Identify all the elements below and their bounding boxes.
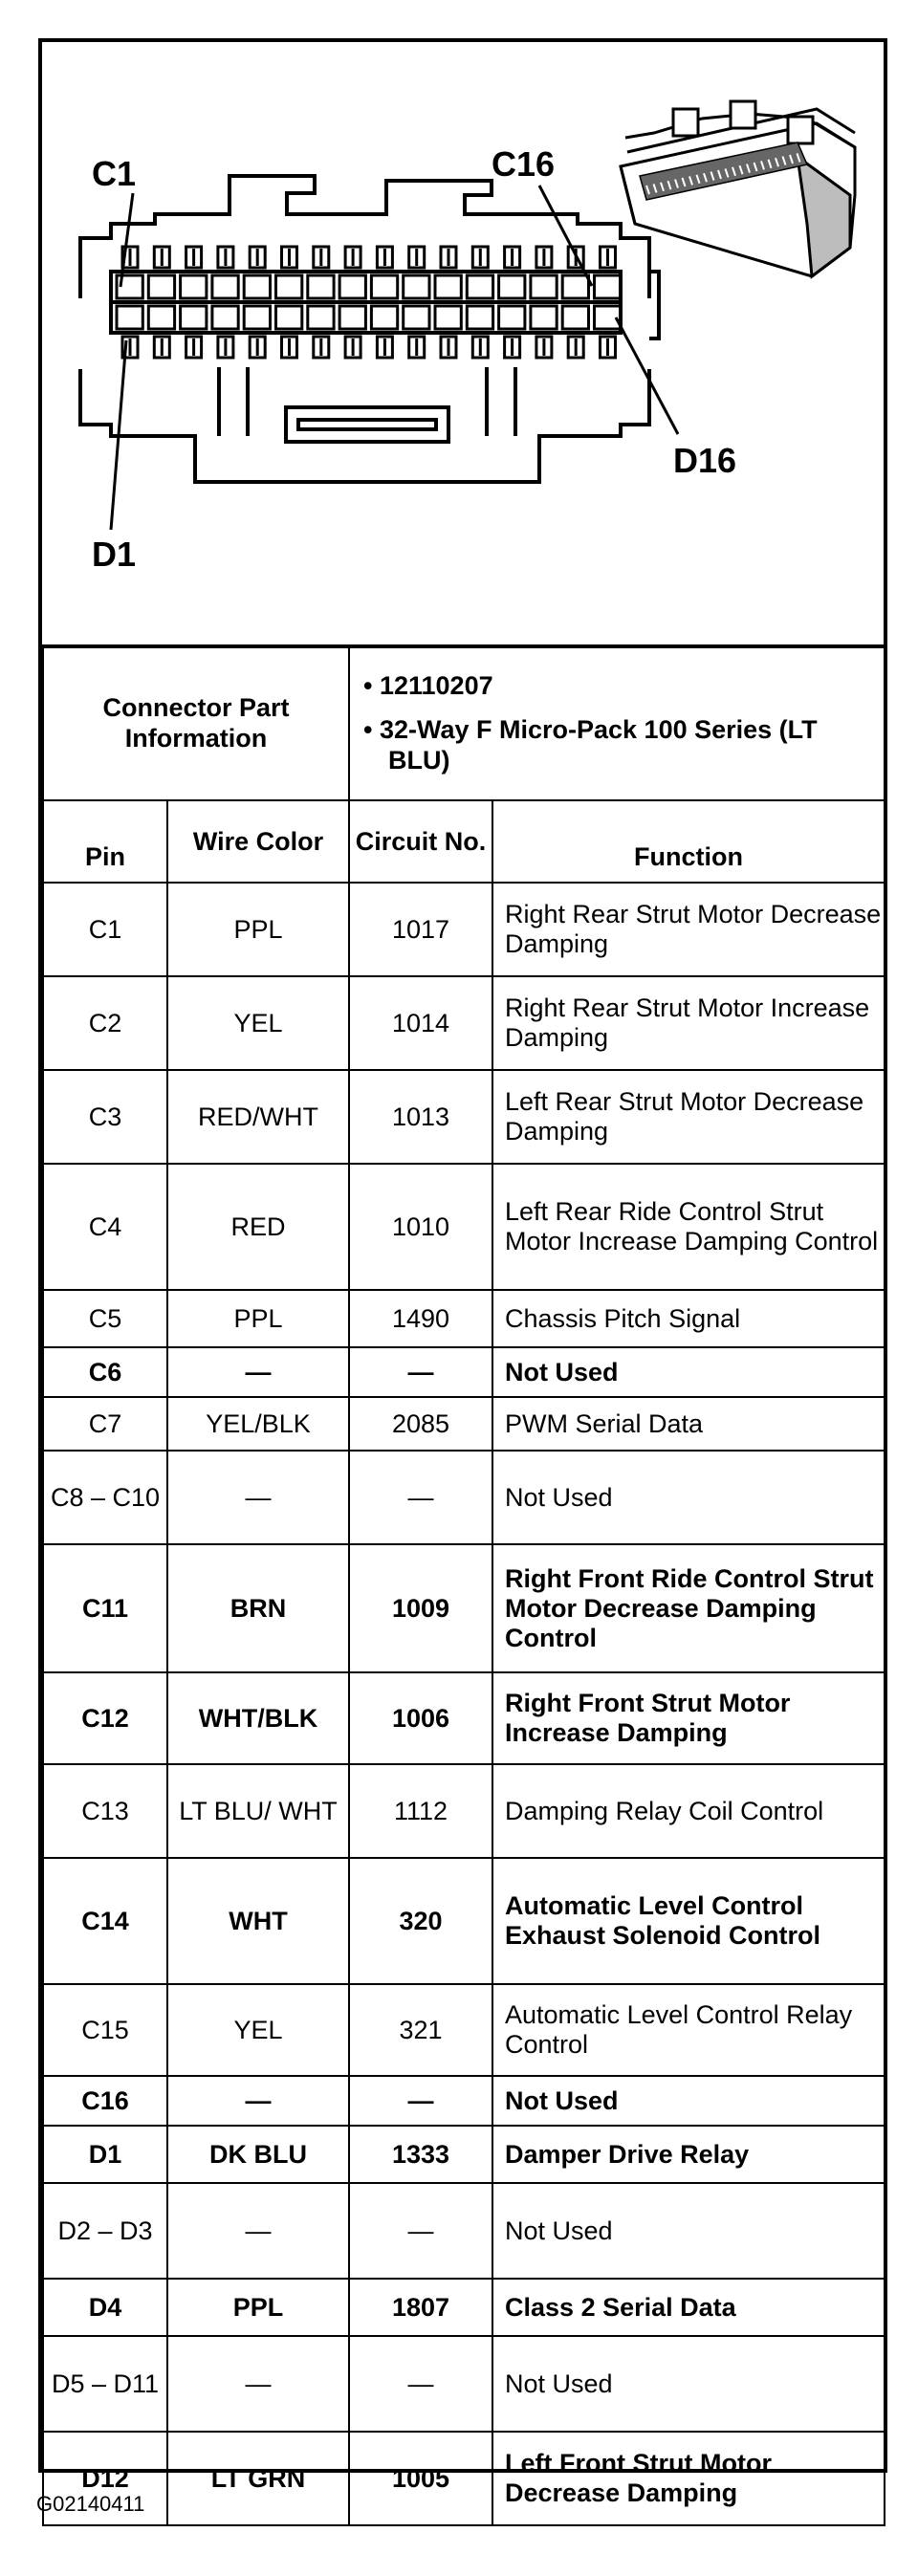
- table-row: [43, 883, 885, 976]
- pin-cell: C16: [43, 2076, 167, 2126]
- pin-cavity-c: [276, 275, 302, 298]
- pin-cell: C3: [43, 1070, 167, 1164]
- table-row: [43, 1764, 885, 1858]
- circuit-number-cell: —: [349, 1451, 492, 1544]
- wire-color-cell: LT GRN: [167, 2432, 349, 2525]
- circuit-number-cell: —: [349, 2336, 492, 2432]
- pin-cavity-d: [148, 306, 174, 329]
- wire-color-cell: YEL/BLK: [167, 1397, 349, 1451]
- function-cell: Left Rear Strut Motor Decrease Damping: [492, 1070, 885, 1164]
- wire-color-cell: —: [167, 2183, 349, 2279]
- function-cell: Not Used: [492, 2336, 885, 2432]
- wire-color-cell: PPL: [167, 2279, 349, 2336]
- function-cell: Chassis Pitch Signal: [492, 1290, 885, 1347]
- wire-color-cell: WHT: [167, 1858, 349, 1984]
- table-row: [43, 1984, 885, 2076]
- part-info-label: Connector Part Information: [43, 645, 349, 800]
- leader-d16: [616, 317, 678, 434]
- connector-drawing: [42, 42, 884, 644]
- pin-cell: C14: [43, 1858, 167, 1984]
- function-cell: Right Front Strut Motor Increase Damping: [492, 1672, 885, 1764]
- function-cell: Left Rear Ride Control Strut Motor Increase Damping Control: [492, 1164, 885, 1290]
- part-info-values: [349, 645, 885, 800]
- pin-cavity-c: [244, 275, 270, 298]
- circuit-number-cell: 1013: [349, 1070, 492, 1164]
- pin-cell: C2: [43, 976, 167, 1070]
- connector-type: • 32-Way F Micro-Pack 100 Series (LT BLU): [363, 715, 818, 775]
- pin-cavity-c: [308, 275, 334, 298]
- table-row: [43, 2336, 885, 2432]
- function-cell: Not Used: [492, 2183, 885, 2279]
- function-cell: Not Used: [492, 2076, 885, 2126]
- function-cell: Damper Drive Relay: [492, 2126, 885, 2183]
- pin-cell: D5 – D11: [43, 2336, 167, 2432]
- circuit-number-cell: 1005: [349, 2432, 492, 2525]
- pin-cavity-c: [371, 275, 397, 298]
- function-cell: Left Front Strut Motor Decrease Damping: [492, 2432, 885, 2525]
- pin-cavity-c: [531, 275, 557, 298]
- pin-cell: C8 – C10: [43, 1451, 167, 1544]
- pin-label-d16: D16: [673, 441, 737, 480]
- table-row: [43, 1451, 885, 1544]
- circuit-number-cell: 320: [349, 1858, 492, 1984]
- circuit-number-cell: 1112: [349, 1764, 492, 1858]
- pin-cavity-d: [435, 306, 461, 329]
- wire-color-cell: BRN: [167, 1544, 349, 1672]
- pin-cavity-d: [371, 306, 397, 329]
- part-number: • 12110207: [363, 671, 493, 700]
- wire-color-cell: RED: [167, 1164, 349, 1290]
- wire-color-cell: YEL: [167, 1984, 349, 2076]
- circuit-number-cell: 1014: [349, 976, 492, 1070]
- pin-cavity-c: [467, 275, 492, 298]
- wire-color-cell: —: [167, 2336, 349, 2432]
- pin-cavity-d: [212, 306, 238, 329]
- pin-cavity-d: [404, 306, 429, 329]
- circuit-number-cell: —: [349, 1347, 492, 1397]
- circuit-number-cell: 1807: [349, 2279, 492, 2336]
- part-info-row: [43, 645, 885, 800]
- table-row: [43, 2432, 885, 2525]
- pin-cavity-d: [467, 306, 492, 329]
- pin-cell: D1: [43, 2126, 167, 2183]
- pin-cell: C4: [43, 1164, 167, 1290]
- pin-cavity-c: [595, 275, 621, 298]
- pin-cavity-d: [531, 306, 557, 329]
- circuit-number-cell: 1006: [349, 1672, 492, 1764]
- pin-cell: C7: [43, 1397, 167, 1451]
- wire-color-cell: PPL: [167, 1290, 349, 1347]
- wire-color-cell: —: [167, 1451, 349, 1544]
- circuit-number-cell: —: [349, 2183, 492, 2279]
- wire-color-cell: YEL: [167, 976, 349, 1070]
- function-cell: Automatic Level Control Exhaust Solenoid Control: [492, 1858, 885, 1984]
- pinout-table: [42, 644, 885, 2526]
- pin-cell: C5: [43, 1290, 167, 1347]
- circuit-number-cell: —: [349, 2076, 492, 2126]
- wire-color-cell: WHT/BLK: [167, 1672, 349, 1764]
- function-cell: Right Rear Strut Motor Decrease Damping: [492, 883, 885, 976]
- table-row: [43, 2183, 885, 2279]
- pin-cavity-d: [244, 306, 270, 329]
- pin-cell: C15: [43, 1984, 167, 2076]
- circuit-number-cell: 1010: [349, 1164, 492, 1290]
- function-cell: Automatic Level Control Relay Control: [492, 1984, 885, 2076]
- circuit-number-cell: 2085: [349, 1397, 492, 1451]
- wire-color-cell: RED/WHT: [167, 1070, 349, 1164]
- wire-color-cell: —: [167, 2076, 349, 2126]
- wire-color-cell: LT BLU/ WHT: [167, 1764, 349, 1858]
- pin-cavity-c: [212, 275, 238, 298]
- pin-cavity-c: [499, 275, 525, 298]
- pin-cell: C1: [43, 883, 167, 976]
- wire-color-cell: —: [167, 1347, 349, 1397]
- pin-cavity-c: [562, 275, 588, 298]
- table-row: [43, 1070, 885, 1164]
- circuit-number-cell: 1009: [349, 1544, 492, 1672]
- function-cell: Right Front Ride Control Strut Motor Decrease Damping Control: [492, 1544, 885, 1672]
- header-function: Function: [492, 800, 885, 883]
- pin-cell: C11: [43, 1544, 167, 1672]
- pin-cavity-d: [562, 306, 588, 329]
- pin-cell: C12: [43, 1672, 167, 1764]
- pin-label-d1: D1: [92, 535, 137, 574]
- table-row: [43, 1858, 885, 1984]
- table-row: [43, 1290, 885, 1347]
- circuit-number-cell: 1333: [349, 2126, 492, 2183]
- pin-cavity-c: [339, 275, 365, 298]
- pin-cavity-d: [339, 306, 365, 329]
- figure-caption: G02140411: [36, 2492, 145, 2516]
- connector-face-diagram: [42, 42, 884, 648]
- pin-cavity-d: [117, 306, 142, 329]
- pin-cavity-d: [181, 306, 207, 329]
- pin-cell: D12: [43, 2432, 167, 2525]
- pin-cavity-c: [404, 275, 429, 298]
- table-row: [43, 2076, 885, 2126]
- pin-cell: C13: [43, 1764, 167, 1858]
- function-cell: Class 2 Serial Data: [492, 2279, 885, 2336]
- pin-cell: D2 – D3: [43, 2183, 167, 2279]
- pin-cavity-d: [276, 306, 302, 329]
- pin-cavity-c: [435, 275, 461, 298]
- wire-color-cell: PPL: [167, 883, 349, 976]
- pin-label-c16: C16: [492, 144, 556, 184]
- header-pin: Pin: [43, 800, 167, 883]
- function-cell: Damping Relay Coil Control: [492, 1764, 885, 1858]
- keying-slot: [286, 407, 448, 442]
- header-circuit-no: Circuit No.: [349, 800, 492, 883]
- circuit-number-cell: 1017: [349, 883, 492, 976]
- header-wire-color: Wire Color: [167, 800, 349, 883]
- circuit-number-cell: 1490: [349, 1290, 492, 1347]
- pin-cavity-d: [499, 306, 525, 329]
- pin-cavity-c: [181, 275, 207, 298]
- function-cell: PWM Serial Data: [492, 1397, 885, 1451]
- table-row: [43, 1397, 885, 1451]
- pin-label-c1: C1: [92, 154, 137, 193]
- pin-cell: D4: [43, 2279, 167, 2336]
- wire-color-cell: DK BLU: [167, 2126, 349, 2183]
- table-row: [43, 1672, 885, 1764]
- table-row: [43, 1544, 885, 1672]
- pin-cavity-d: [308, 306, 334, 329]
- function-cell: Not Used: [492, 1451, 885, 1544]
- connector-outline-bottom: [80, 369, 649, 482]
- table-row: [43, 1347, 885, 1397]
- circuit-number-cell: 321: [349, 1984, 492, 2076]
- pin-cell: C6: [43, 1347, 167, 1397]
- function-cell: Right Rear Strut Motor Increase Damping: [492, 976, 885, 1070]
- table-row: [43, 2126, 885, 2183]
- table-row: [43, 2279, 885, 2336]
- table-header-row: [43, 800, 885, 883]
- table-row: [43, 1164, 885, 1290]
- function-cell: Not Used: [492, 1347, 885, 1397]
- table-row: [43, 976, 885, 1070]
- pin-cavity-c: [148, 275, 174, 298]
